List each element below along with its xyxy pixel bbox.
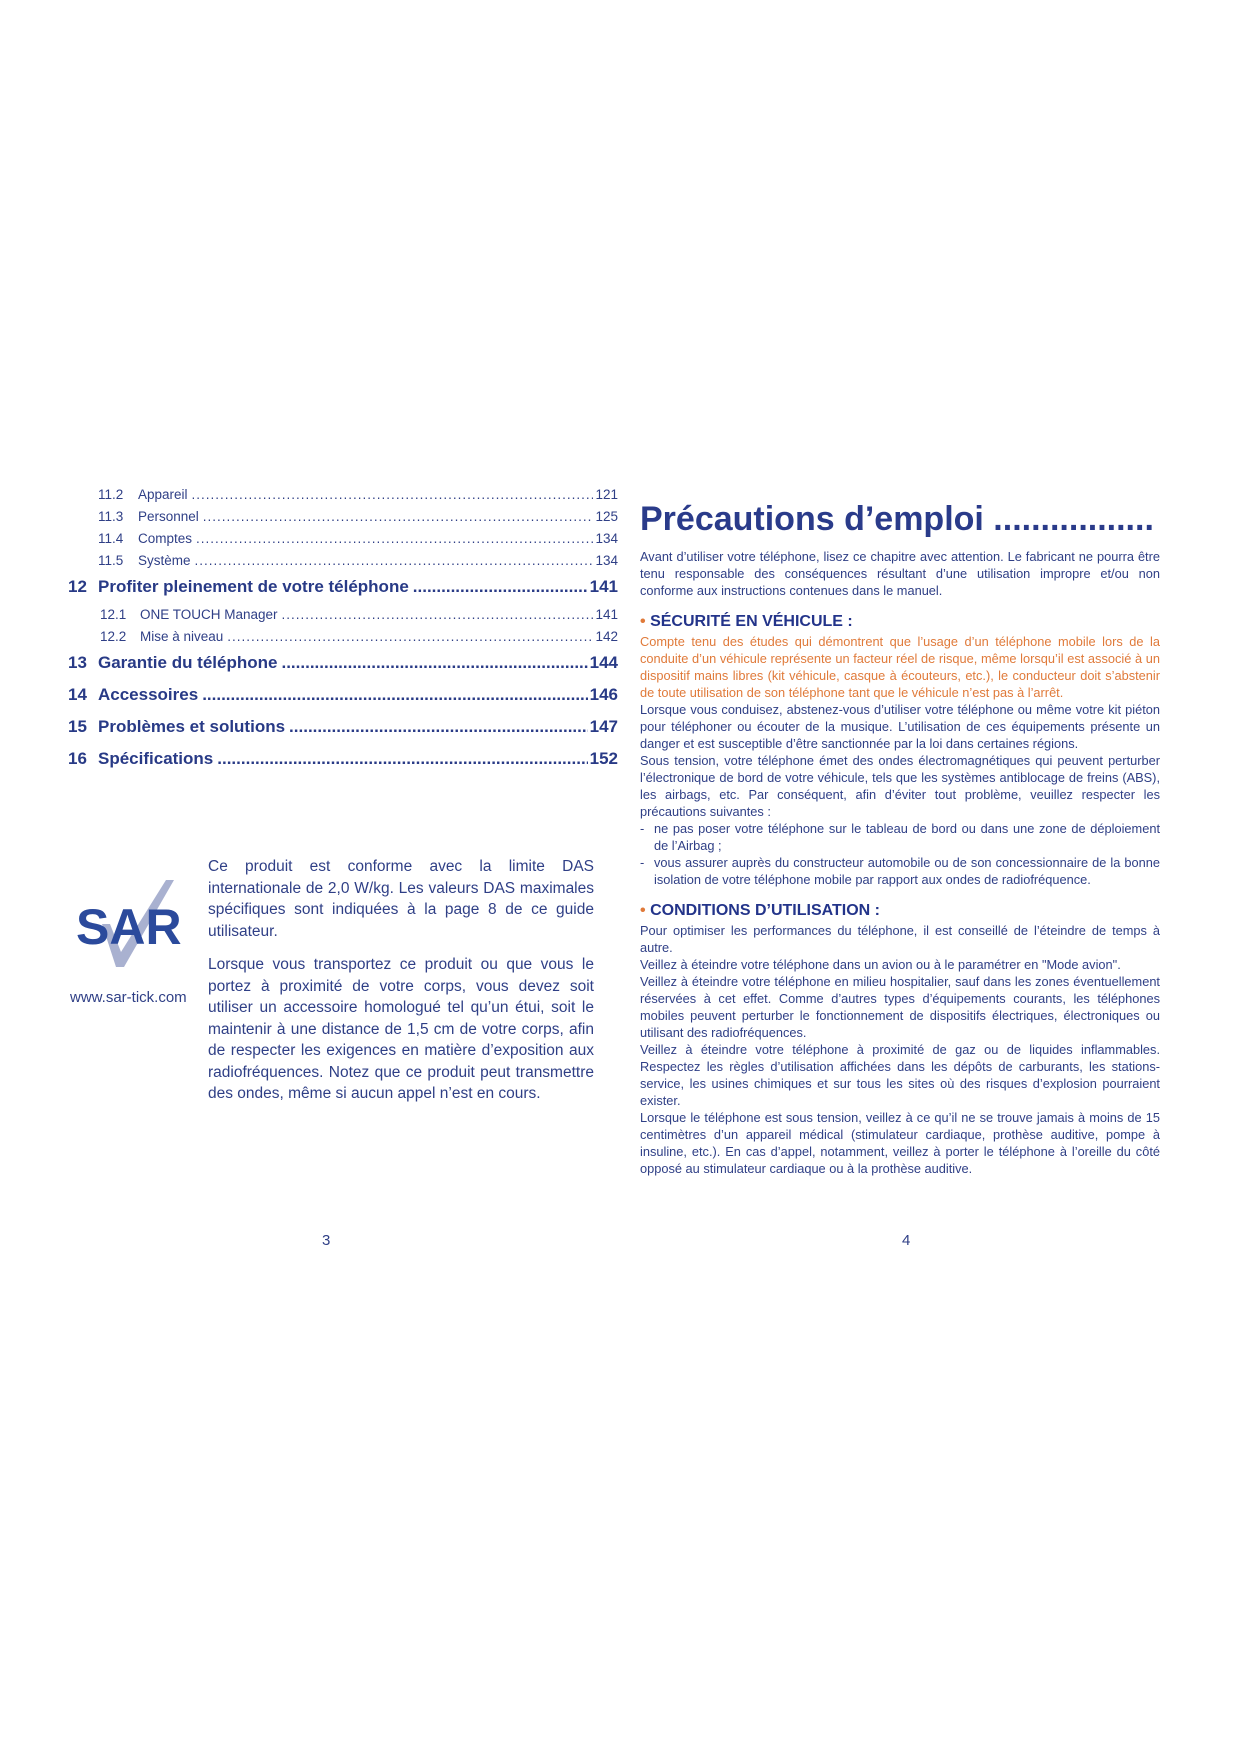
list-item	[640, 820, 1160, 854]
toc-entry	[68, 553, 618, 575]
dash-icon: -	[640, 855, 645, 870]
toc-entry-page: 134	[595, 553, 618, 568]
toc-leader-dots	[227, 629, 593, 644]
dash-icon: -	[640, 821, 645, 836]
section-title-text: CONDITIONS D’UTILISATION :	[650, 902, 880, 919]
sar-logo	[74, 872, 199, 977]
toc-entry-title: Profiter pleinement de votre téléphone	[98, 577, 409, 596]
toc-entry	[68, 531, 618, 553]
paragraph: Lorsque vous conduisez, abstenez-vous d’utiliser votre téléphone ou même votre kit piéton pour téléphoner ou écouter de la musique. L’utilisation de ces équipements présente un danger et est susceptible d’être sanctionnée par la loi dans certaines régions.	[640, 702, 1160, 751]
paragraph: Veillez à éteindre votre téléphone à proximité de gaz ou de liquides inflammables. Respectez les règles d’utilisation affichées dans les dépôts de carburants, les stations-service, les usines chimiques et sur tous les sites où des risques d’explosion pourraient exister.	[640, 1042, 1160, 1108]
sar-statement	[208, 856, 594, 1117]
toc-entry-number: 13	[68, 653, 87, 672]
table-of-contents	[68, 487, 618, 779]
toc-leader-dots	[282, 607, 594, 622]
warning-paragraph: Compte tenu des études qui démontrent que l’usage d’un téléphone mobile lors de la conduite d’un véhicule représente un facteur réel de risque, même lorsqu’il est associé à un dispositif mains libres (kit véhicule, casque à écouteurs, etc.), le conducteur doit s’abstenir de toute utilisation de son téléphone tant que le véhicule n’est pas à l’arrêt.	[640, 634, 1160, 700]
toc-entry-title: Personnel	[138, 509, 199, 524]
toc-leader-dots	[281, 653, 587, 673]
toc-entry-title: Comptes	[138, 531, 193, 546]
toc-entry-title: Système	[138, 553, 191, 568]
toc-entry	[68, 629, 618, 651]
toc-entry-number: 11.4	[98, 531, 124, 546]
toc-entry	[68, 749, 618, 779]
list-item	[640, 854, 1160, 888]
toc-leader-dots	[203, 509, 594, 524]
list-item-text: ne pas poser votre téléphone sur le tableau de bord ou dans une zone de déploiement de l’Airbag ;	[654, 821, 1160, 853]
toc-entry-page: 121	[595, 487, 618, 502]
toc-leader-dots	[413, 577, 588, 597]
toc-leader-dots	[196, 531, 593, 546]
intro-paragraph: Avant d’utiliser votre téléphone, lisez ce chapitre avec attention. Le fabricant ne pourra être tenu responsable des conséquences résultant d’une utilisation impropre et/ou non conforme aux instructions contenues dans le manuel.	[640, 549, 1160, 598]
paragraph: Pour optimiser les performances du téléphone, il est conseillé de l’éteindre de temps à autre.	[640, 923, 1160, 955]
toc-entry-page: 141	[589, 577, 618, 596]
toc-entry-number: 16	[68, 749, 87, 768]
paragraph: Veillez à éteindre votre téléphone dans un avion ou à le paramétrer en "Mode avion".	[640, 957, 1121, 972]
sar-paragraph: Lorsque vous transportez ce produit ou que vous le portez à proximité de votre corps, vous devez soit utiliser un accessoire homologué tel qu’un étui, soit le maintenir à une distance de 1,5 cm de votre corps, afin de respecter les exigences en matière d’exposition aux radiofréquences. Notez que ce produit peut transmettre des ondes, même si aucun appel n’est en cours.	[208, 956, 594, 1102]
toc-entry-page: 144	[589, 653, 618, 672]
paragraph: Sous tension, votre téléphone émet des ondes électromagnétiques qui peuvent perturber l’électronique de bord de votre véhicule, tels que les systèmes antiblocage de freins (ABS), les airbags, etc. Par conséquent, afin d’éviter tout problème, veuillez respecter les précautions suivantes :	[640, 753, 1160, 819]
toc-entry-number: 11.3	[98, 509, 124, 524]
precautions-body	[640, 548, 1160, 1177]
toc-leader-dots	[192, 487, 594, 502]
toc-entry	[68, 577, 618, 607]
section-title-vehicle	[640, 613, 1160, 630]
page-title: Précautions d’emploi .................	[640, 500, 1154, 538]
toc-entry-page: 141	[595, 607, 618, 622]
toc-entry-title: Mise à niveau	[140, 629, 224, 644]
toc-entry	[68, 685, 618, 715]
toc-entry-title: ONE TOUCH Manager	[140, 607, 278, 622]
toc-entry-number: 15	[68, 717, 87, 736]
toc-entry-title: Appareil	[138, 487, 188, 502]
toc-entry-title: Spécifications	[98, 749, 214, 768]
section-title-conditions	[640, 902, 1160, 919]
toc-leader-dots	[202, 685, 587, 705]
list-item-text: vous assurer auprès du constructeur automobile ou de son concessionnaire de la bonne isolation de votre téléphone mobile par rapport aux ondes de radiofréquence.	[654, 855, 1160, 887]
toc-entry	[68, 607, 618, 629]
toc-entry-page: 142	[595, 629, 618, 644]
section-title-text: SÉCURITÉ EN VÉHICULE :	[650, 613, 853, 630]
paragraph: Veillez à éteindre votre téléphone en milieu hospitalier, sauf dans les zones éventuellement réservées à cet effet. Comme d’autres types d’équipements courants, les téléphones mobiles peuvent perturber le fonctionnement de dispositifs électriques, électroniques ou utilisant des radiofréquences.	[640, 974, 1160, 1040]
page-number: 3	[322, 1232, 331, 1249]
toc-entry-number: 14	[68, 685, 87, 704]
toc-entry-page: 125	[595, 509, 618, 524]
toc-entry-number: 11.5	[98, 553, 124, 568]
toc-leader-dots	[289, 717, 588, 737]
left-page	[0, 0, 620, 1754]
toc-entry-title: Accessoires	[98, 685, 199, 704]
toc-entry-title: Garantie du téléphone	[98, 653, 278, 672]
toc-entry	[68, 717, 618, 747]
sar-logo-text: SAR	[76, 899, 182, 955]
right-page	[620, 0, 1241, 1754]
toc-entry-number: 11.2	[98, 487, 124, 502]
toc-entry-page: 152	[589, 749, 618, 768]
bullet-icon: •	[640, 902, 646, 919]
toc-entry	[68, 487, 618, 509]
sar-paragraph: Ce produit est conforme avec la limite DAS internationale de 2,0 W/kg. Les valeurs DAS maximales spécifiques sont indiquées à la page 8 de ce guide utilisateur.	[208, 858, 594, 940]
sar-url: www.sar-tick.com	[70, 989, 187, 1006]
toc-entry-page: 146	[589, 685, 618, 704]
page-number: 4	[902, 1232, 911, 1249]
toc-leader-dots	[195, 553, 594, 568]
paragraph: Lorsque le téléphone est sous tension, veillez à ce qu’il ne se trouve jamais à moins de 15 centimètres d’un appareil médical (stimulateur cardiaque, prothèse auditive, pompe à insuline, etc.). En cas d’appel, notamment, veillez à porter le téléphone à l’oreille du côté opposé au stimulateur cardiaque ou à la prothèse auditive.	[640, 1110, 1160, 1176]
toc-entry-number: 12.1	[100, 607, 127, 622]
toc-entry-number: 12	[68, 577, 87, 596]
toc-entry-number: 12.2	[100, 629, 127, 644]
toc-entry-page: 147	[589, 717, 618, 736]
toc-entry	[68, 509, 618, 531]
toc-entry-page: 134	[595, 531, 618, 546]
toc-leader-dots	[217, 749, 587, 769]
toc-entry-title: Problèmes et solutions	[98, 717, 286, 736]
toc-entry	[68, 653, 618, 683]
bullet-icon: •	[640, 613, 646, 630]
